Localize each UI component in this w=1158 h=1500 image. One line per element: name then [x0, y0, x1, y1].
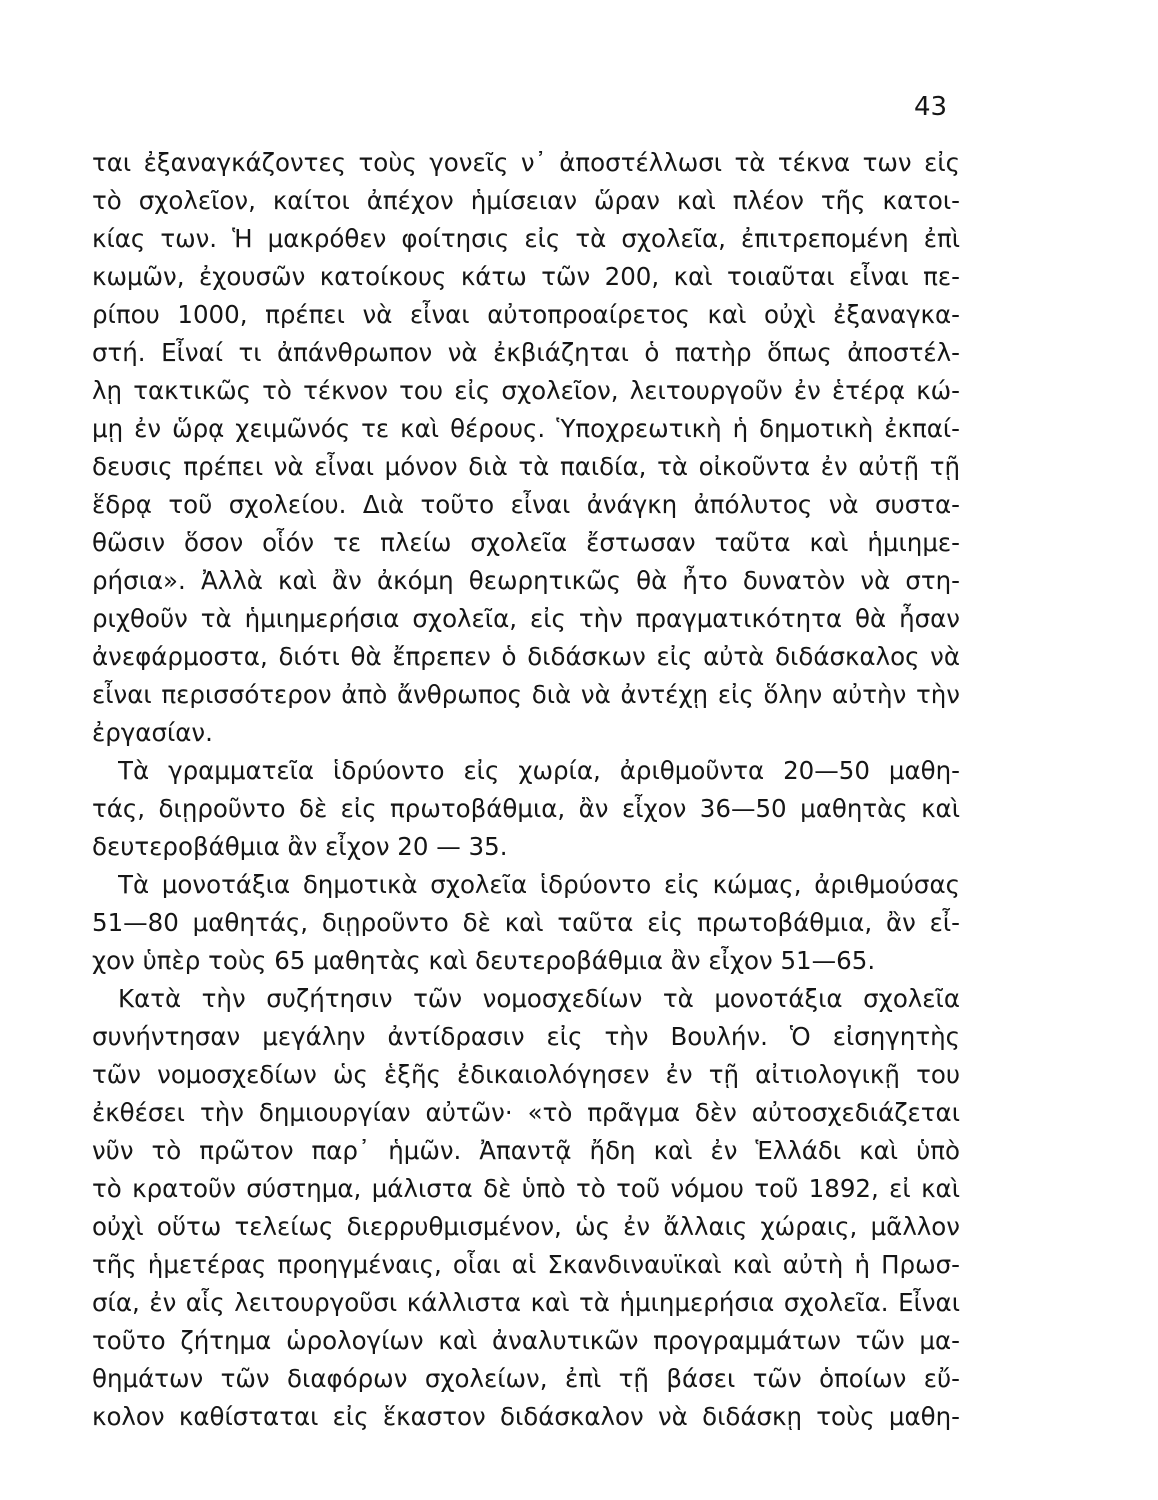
- text-line: στή. Εἶναί τι ἀπάνθρωπον νὰ ἐκβιάζηται ὁ πατὴρ ὅπως ἀποστέλ-: [92, 338, 960, 367]
- text-line: δευτεροβάθμια ἂν εἶχον 20 — 35.: [92, 832, 508, 861]
- text-line: τοῦτο ζήτημα ὡρολογίων καὶ ἀναλυτικῶν προγραμμάτων τῶν μα-: [92, 1326, 960, 1355]
- text-line: χον ὑπὲρ τοὺς 65 μαθητὰς καὶ δευτεροβάθμια ἂν εἶχον 51—65.: [92, 946, 876, 975]
- text-line: ἐργασίαν.: [92, 718, 213, 747]
- text-line: τάς, διῃροῦντο δὲ εἰς πρωτοβάθμια, ἂν εἶχον 36—50 μαθητὰς καὶ: [92, 794, 960, 823]
- text-line: εἶναι περισσότερον ἀπὸ ἄνθρωπος διὰ νὰ ἀντέχῃ εἰς ὅλην αὐτὴν τὴν: [92, 680, 960, 709]
- text-line: ριχθοῦν τὰ ἡμιημερήσια σχολεῖα, εἰς τὴν πραγματικότητα θὰ ἦσαν: [92, 604, 960, 633]
- text-line: τὸ σχολεῖον, καίτοι ἀπέχον ἡμίσειαν ὥραν καὶ πλέον τῆς κατοι-: [92, 186, 960, 215]
- text-line: ρήσια». Ἀλλὰ καὶ ἂν ἀκόμη θεωρητικῶς θὰ ἦτο δυνατὸν νὰ στη-: [92, 566, 960, 595]
- text-line: μῃ ἐν ὥρᾳ χειμῶνός τε καὶ θέρους. Ὑποχρεωτικὴ ἡ δημοτικὴ ἐκπαί-: [92, 414, 960, 443]
- text-line: τῆς ἡμετέρας προηγμέναις, οἷαι αἱ Σκανδιναυϊκαὶ καὶ αὐτὴ ἡ Πρωσ-: [92, 1250, 960, 1279]
- text-line: 51—80 μαθητάς, διῃροῦντο δὲ καὶ ταῦτα εἰς πρωτοβάθμια, ἂν εἶ-: [92, 908, 960, 937]
- text-line: δευσις πρέπει νὰ εἶναι μόνον διὰ τὰ παιδία, τὰ οἰκοῦντα ἐν αὐτῇ τῇ: [92, 452, 960, 481]
- text-line: ἐκθέσει τὴν δημιουργίαν αὐτῶν· «τὸ πρᾶγμα δὲν αὐτοσχεδιάζεται: [92, 1098, 960, 1127]
- text-line: νῦν τὸ πρῶτον παρ᾽ ἡμῶν. Ἀπαντᾷ ἤδη καὶ ἐν Ἑλλάδι καὶ ὑπὸ: [92, 1136, 960, 1165]
- text-line: τῶν νομοσχεδίων ὡς ἑξῆς ἐδικαιολόγησεν ἐν τῇ αἰτιολογικῇ του: [92, 1060, 960, 1089]
- text-line: Τὰ μονοτάξια δημοτικὰ σχολεῖα ἱδρύοντο εἰς κώμας, ἀριθμούσας: [118, 870, 960, 899]
- text-line: ται ἐξαναγκάζοντες τοὺς γονεῖς ν᾽ ἀποστέλλωσι τὰ τέκνα των εἰς: [92, 148, 960, 177]
- text-line: κολον καθίσταται εἰς ἕκαστον διδάσκαλον νὰ διδάσκῃ τοὺς μαθη-: [92, 1402, 960, 1431]
- text-line: θημάτων τῶν διαφόρων σχολείων, ἐπὶ τῇ βάσει τῶν ὁποίων εὔ-: [92, 1364, 960, 1393]
- text-line: Τὰ γραμματεῖα ἱδρύοντο εἰς χωρία, ἀριθμοῦντα 20—50 μαθη-: [118, 756, 960, 785]
- text-line: κωμῶν, ἐχουσῶν κατοίκους κάτω τῶν 200, καὶ τοιαῦται εἶναι πε-: [92, 262, 960, 291]
- text-line: σία, ἐν αἷς λειτουργοῦσι κάλλιστα καὶ τὰ ἡμιημερήσια σχολεῖα. Εἶναι: [92, 1288, 960, 1317]
- text-line: ἀνεφάρμοστα, διότι θὰ ἔπρεπεν ὁ διδάσκων εἰς αὐτὰ διδάσκαλος νὰ: [92, 642, 960, 671]
- page-number: 43: [914, 92, 948, 122]
- text-line: ρίπου 1000, πρέπει νὰ εἶναι αὐτοπροαίρετος καὶ οὐχὶ ἐξαναγκα-: [92, 300, 960, 329]
- text-line: ἕδρᾳ τοῦ σχολείου. Διὰ τοῦτο εἶναι ἀνάγκη ἀπόλυτος νὰ συστα-: [92, 490, 960, 519]
- text-line: κίας των. Ἡ μακρόθεν φοίτησις εἰς τὰ σχολεῖα, ἐπιτρεπομένη ἐπὶ: [92, 224, 960, 253]
- text-line: Κατὰ τὴν συζήτησιν τῶν νομοσχεδίων τὰ μονοτάξια σχολεῖα: [118, 984, 960, 1013]
- text-line: συνήντησαν μεγάλην ἀντίδρασιν εἰς τὴν Βουλήν. Ὁ εἰσηγητὴς: [92, 1022, 960, 1051]
- text-line: θῶσιν ὅσον οἷόν τε πλείω σχολεῖα ἔστωσαν ταῦτα καὶ ἡμιημε-: [92, 528, 960, 557]
- text-line: τὸ κρατοῦν σύστημα, μάλιστα δὲ ὑπὸ τὸ τοῦ νόμου τοῦ 1892, εἰ καὶ: [92, 1174, 960, 1203]
- text-line: λῃ τακτικῶς τὸ τέκνον του εἰς σχολεῖον, λειτουργοῦν ἐν ἑτέρᾳ κώ-: [92, 376, 960, 405]
- text-line: οὐχὶ οὕτω τελείως διερρυθμισμένον, ὡς ἐν ἄλλαις χώραις, μᾶλλον: [92, 1212, 960, 1241]
